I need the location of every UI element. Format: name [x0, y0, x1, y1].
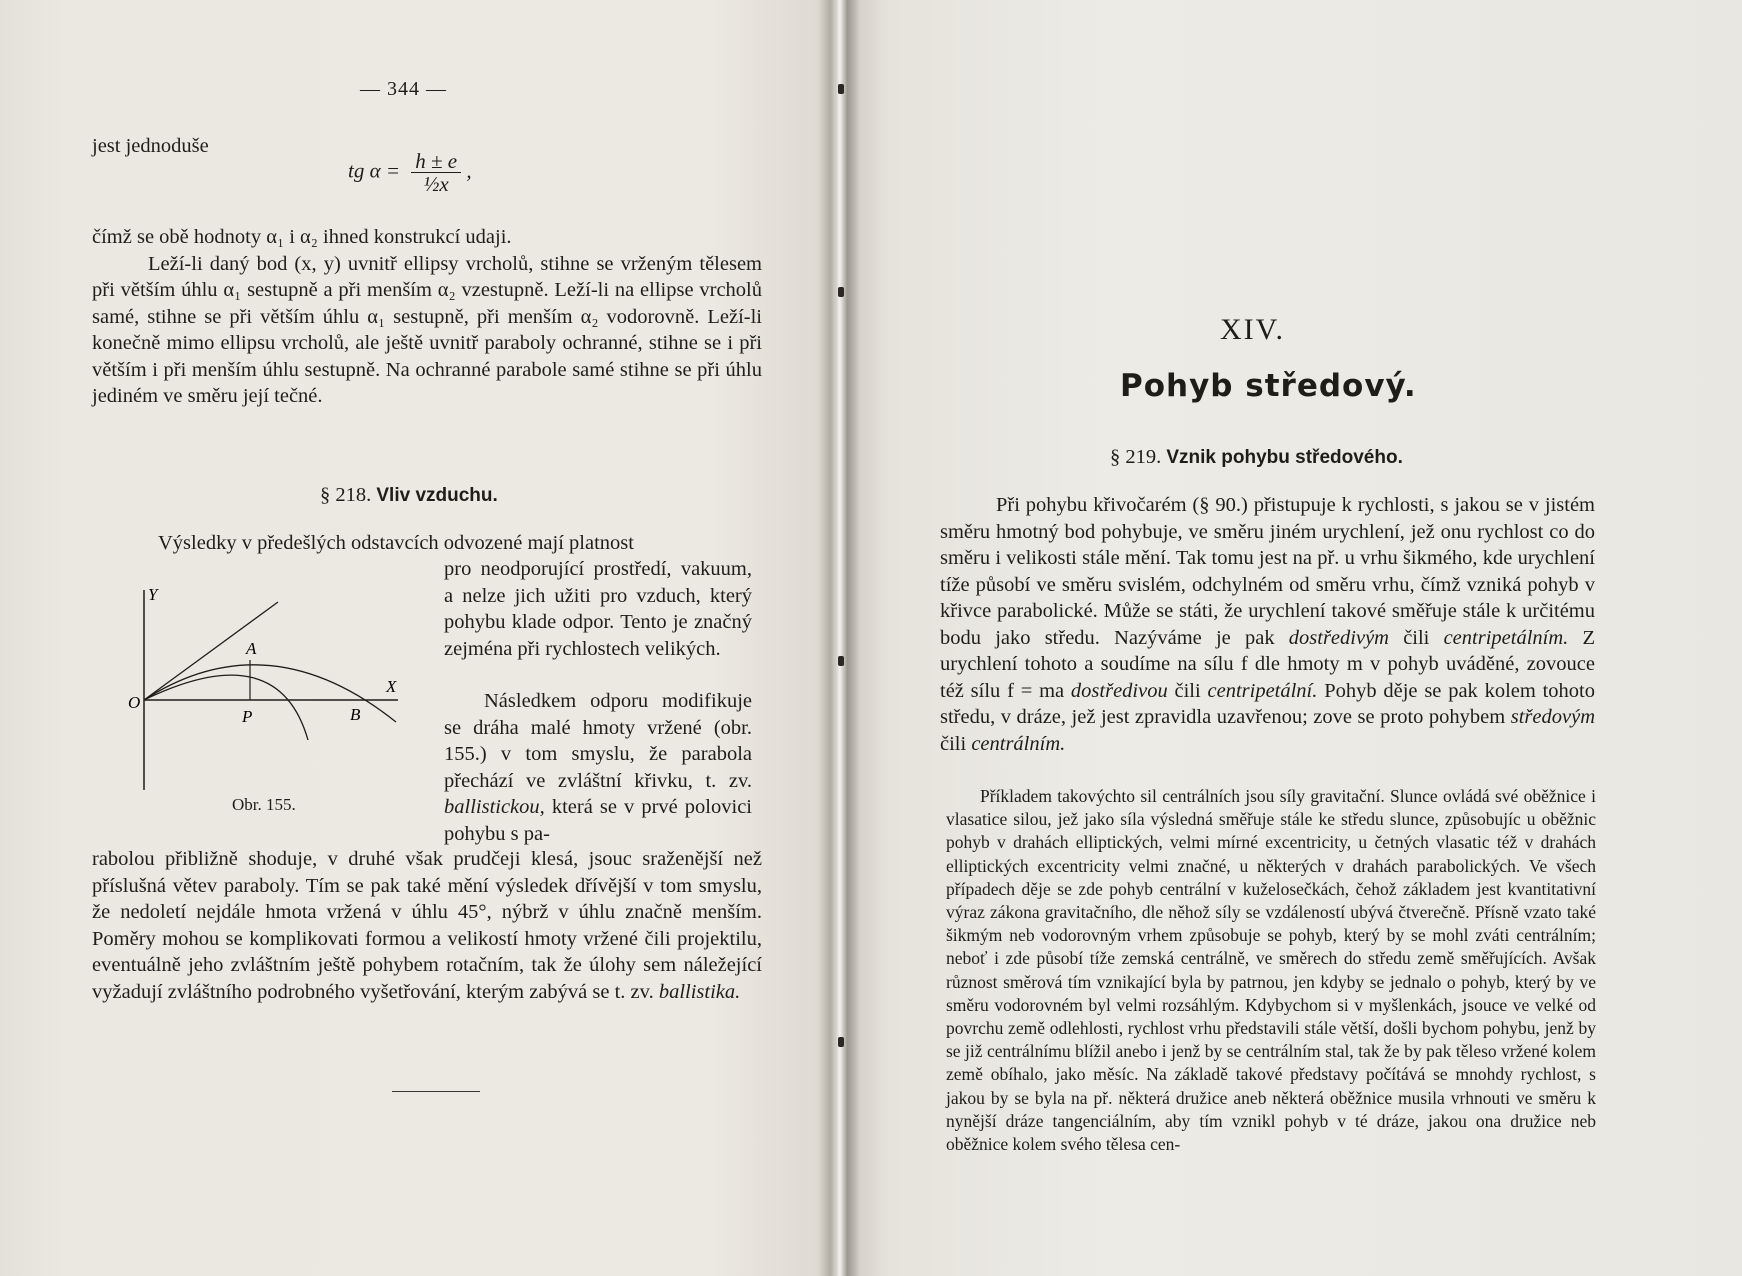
binding-stitch: [838, 84, 844, 94]
wrapped-text-1: [444, 556, 752, 662]
binding-stitch: [838, 656, 844, 666]
label-x: X: [386, 677, 397, 696]
formula-lhs: tg α =: [348, 158, 401, 183]
text-run: čili: [1174, 679, 1201, 702]
section-title: Vliv vzduchu.: [376, 485, 498, 506]
paragraph: [940, 492, 1595, 757]
label-p: P: [242, 707, 253, 726]
label-o: O: [128, 693, 141, 712]
figure-caption: Obr. 155.: [232, 795, 296, 814]
binding-stitch: [838, 1037, 844, 1047]
formula-fraction: [411, 150, 461, 195]
text-run: čili: [1403, 626, 1430, 649]
formula-tail: ,: [466, 158, 472, 183]
paragraph: [92, 846, 762, 1005]
paragraph: čímž se obě hodnoty α₁ i α₂ ihned konstrukcí udaji.: [92, 226, 512, 248]
text-run: čili: [940, 732, 967, 755]
label-y: Y: [148, 585, 158, 604]
text-run: Z urychlení tohoto a soudíme na sílu f dle hmoty m v pohyb uváděné, zovouce též sílu f = ma: [940, 626, 1595, 702]
right-small-print-paragraph: [946, 785, 1596, 1156]
text-run: Pohyb děje se pak kolem tohoto středu, v dráze, jež jest zpravidla uzavřenou; zove se proto pohybem: [940, 679, 1596, 728]
italic-term: dostředivou: [1070, 679, 1168, 702]
formula: [348, 150, 472, 195]
label-a: A: [246, 639, 257, 658]
text-run: Následkem odporu modifikuje se dráha malé hmoty vržené (obr. 155.) v tom smyslu, že parabola přechází ve zvláštní křivku, t. zv.: [444, 690, 752, 792]
book-gutter: [818, 0, 860, 1276]
italic-term: centripetálním.: [1443, 626, 1569, 649]
section-number: § 218.: [320, 484, 372, 506]
paragraph: Příkladem takovýchto sil centrálních jsou síly gravitační. Slunce ovládá své oběžnice i vlasatice silou, jež jako síla výsledná směřuje stále ke středu slunce, způsobujíc u oběžnic pohyb v drahách elliptických, velmi mírné excentricity, u četných vlasatic též v drahách elliptických excentricity velmi značné, u některých v drahách parabolických. Ve všech případech děje se zde pohyb centrální v kuželosečkách, čehož základem jest kvantitativní výraz zákona gravitačního, dle něhož síly se vzdáleností ubývá čtverečně. Přísně vzato také šikmým neb vodorovným vrhem způsobuje se pohyb, který by se mohl zváti centrálním; neboť i zde působí tíže zemská centrálně, ve směrech do středu země směřujících. Avšak různost směrová tím vznikající byla by patrnou, jen kdyby se jednalo o pohyb, který by ve směru vodorovném byl velmi rozsáhlým. Kdybychom si v myšlenkách, jsouce ve velké od povrchu země odlehlosti, rychlost vrhu představili stále větší, došli bychom pohybu, jenž by se již centrálnímu blížil anebo i jenž by se centrálním stal, tak že by pak těleso vržené kolem země obíhalo, jako měsíc. Na základě takové představy počítává se mnohdy rychlost, s jakou by se byla na př. některá družice aneb některá oběžnice musila vrhnouti ve směru k nynější dráze tangenciálním, aby tím vznikl pohyb v té dráze, jakou ona družice neb oběžnice kolem svého tělesa cen-: [946, 786, 1596, 1155]
section-heading-219: [1110, 446, 1403, 469]
section-heading-218: [320, 484, 498, 507]
right-main-paragraph: [940, 492, 1595, 757]
wrapped-text-2: [444, 688, 752, 847]
label-b: B: [350, 705, 361, 724]
paragraph: pro neodporující prostředí, vakuum, a nelze jich užiti pro vzduch, který pohybu klade odpor. Tento je značný zejména při rychlostech velikých.: [444, 558, 752, 660]
italic-term: ballistika.: [658, 980, 741, 1003]
chapter-title: Pohyb středový.: [1120, 368, 1417, 404]
wrap-first-line: [92, 530, 762, 557]
section-title: Vznik pohybu středového.: [1166, 447, 1403, 468]
formula-denominator: ½x: [423, 172, 449, 196]
italic-term: dostředivým: [1288, 626, 1389, 649]
formula-intro: jest jednoduše: [92, 135, 209, 157]
text-run: která se v prvé polovici pohybu s pa-: [444, 796, 752, 845]
paragraph: Leží-li daný bod (x, y) uvnitř ellipsy vrcholů, stihne se vrženým tělesem při větším úhlu α₁ sestupně a při menším α₂ vzestupně. Leží-li na ellipse vrcholů samé, stihne se při větším úhlu α₁ sestupně, při menším α₂ vodorovně. Leží-li konečně mimo ellipsu vrcholů, ale ještě uvnitř paraboly ochranné, stihne se i při větším i při menším úhlu sestupně. Na ochranné parabole samé stihne se při úhlu jediném ve směru její tečné.: [92, 252, 762, 407]
italic-term: centrálním.: [971, 732, 1066, 755]
page-number: — 344 —: [360, 78, 447, 100]
chapter-number: XIV.: [1220, 313, 1285, 346]
ballistic-curve: [144, 675, 308, 740]
footer-rule: [392, 1091, 480, 1092]
figure-155: [128, 580, 408, 820]
italic-term: středovým: [1510, 706, 1596, 728]
binding-stitch: [838, 287, 844, 297]
text-run: rabolou přibližně shoduje, v druhé však prudčeji klesá, jsouc sraženější než příslušná větev paraboly. Tím se pak také mění výsledek dřívější v tom smyslu, že nedoletí nejdále hmota vržená v úhlu 45°, nýbrž v úhlu značně menším. Poměry mohou se komplikovati formou a velikostí hmoty vržené čili projektilu, eventuálně jeho zvláštním ještě pohybem rotačním, tak že úlohy sem náležející vyžadují zvláštního podrobného vyšetřování, kterým zabývá se t. zv.: [92, 848, 762, 1003]
formula-numerator: h ± e: [411, 150, 461, 173]
italic-term: centripetální.: [1207, 679, 1318, 702]
left-paragraphs: [92, 224, 762, 410]
italic-term: ballistickou,: [444, 796, 545, 818]
launch-tangent: [144, 602, 278, 700]
paragraph: Výsledky v předešlých odstavcích odvozené mají platnost: [158, 532, 634, 554]
left-closing-paragraph: [92, 846, 762, 1005]
section-number: § 219.: [1110, 446, 1162, 468]
trajectory-diagram: [128, 580, 408, 820]
text-run: Při pohybu křivočarém (§ 90.) přistupuje k rychlosti, s jakou se v jistém směru hmotný bod pohybuje, ve směru jiném urychlení, jež onu rychlost co do směru i velikosti stále mění. Tak tomu jest na př. u vrhu šikmého, kde urychlení tíže působí ve směru svislém, odchylném od směru vrhu, čímž vzniká pohyb v křivce parabolické. Může se státi, že urychlení takové směřuje stále k určitému bodu jako středu. Nazýváme je pak: [940, 494, 1595, 649]
paragraph: [444, 688, 752, 847]
